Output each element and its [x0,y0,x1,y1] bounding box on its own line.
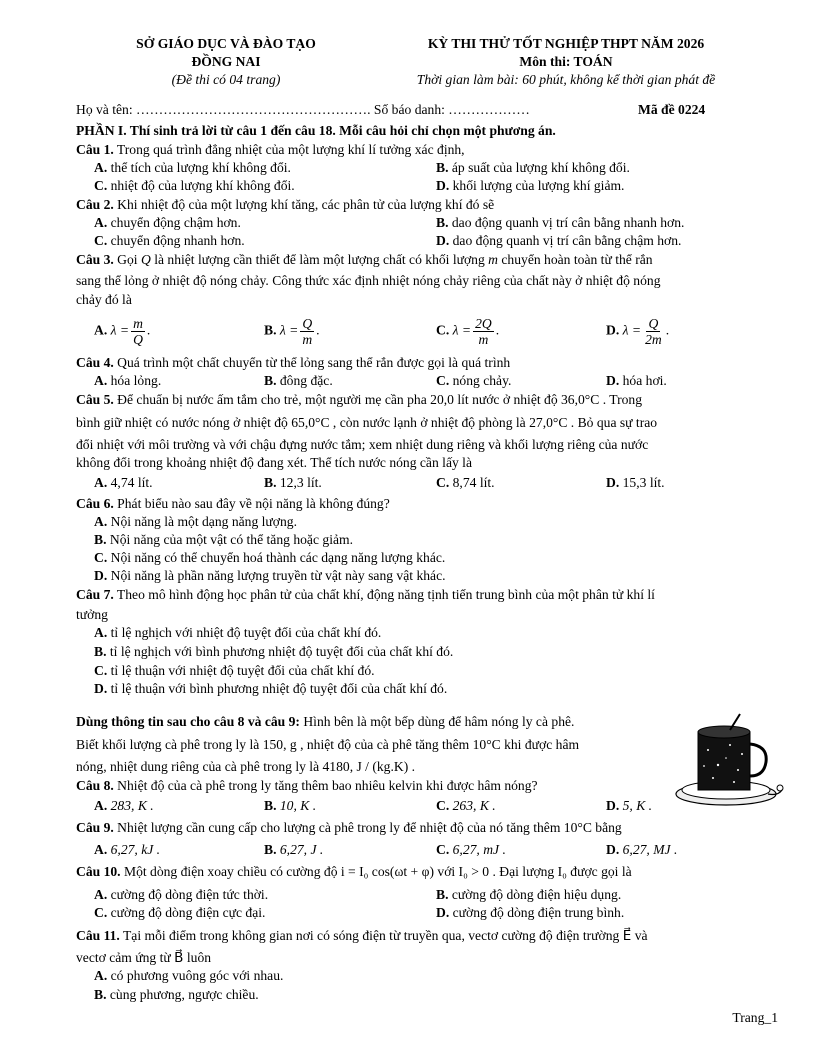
option-b[interactable]: B. Nội năng của một vật có thể tăng hoặc giảm. [94,532,353,547]
coffee-warmer-illustration [668,710,788,810]
shared-info: Dùng thông tin sau cho câu 8 và câu 9: Hình bên là một bếp dùng để hâm nóng ly cà phê. [76,714,575,729]
option-d[interactable]: D. 6,27, MJ . [606,842,678,857]
shared-info-line-3: nóng, nhiệt dung riêng của cà phê trong ly là 4180, J / (kg.K) . [76,759,416,774]
question-label: Câu 1. [76,142,114,157]
option-d[interactable]: D. Nội năng là phần năng lượng truyền từ vật này sang vật khác. [94,568,446,583]
option-d[interactable]: D. hóa hơi. [606,373,667,388]
option-d[interactable]: D. λ = $\frac{Q}{2m}$ . [606,316,670,347]
question-4: Câu 4. Quá trình một chất chuyển từ thể lỏng sang thể rắn được gọi là quá trình [76,355,511,370]
option-a[interactable]: A. hóa lỏng. [94,373,162,388]
province-name: ĐỒNG NAI [191,54,261,69]
question-3-line-2: sang thể lỏng ở nhiệt độ nóng chảy. Công thức xác định nhiệt nóng chảy riêng của chất này ở nhiệt độ nóng [76,273,661,288]
question-text: Trong quá trình đẳng nhiệt của một lượng khí lí tưởng xác định, [113,142,465,157]
exam-title: KỲ THI THỬ TỐT NGHIỆP THPT NĂM 2026 [427,36,705,51]
question-5-line-4: không đổi trong khoảng nhiệt độ đang xét. Thể tích nước nóng cần lấy là [76,455,472,470]
part-heading: PHẦN I. Thí sinh trả lời từ câu 1 đến câu 18. Mỗi câu hỏi chỉ chọn một phương án. [76,123,556,138]
time-note: Thời gian làm bài: 60 phút, không kể thời gian phát đề [416,72,716,87]
option-c[interactable]: C. cường độ dòng điện cực đại. [94,905,266,920]
question-11: Câu 11. Tại mỗi điểm trong không gian nơi có sóng điện từ truyền qua, vectơ cường độ điện trường E⃗ và [76,928,648,943]
option-c[interactable]: C. λ = $\frac{2Q}{m}$ . [436,316,500,347]
option-d[interactable]: D. 5, K . [606,798,653,813]
option-a[interactable]: A. cường độ dòng điện tức thời. [94,887,269,902]
option-b[interactable]: B. 10, K . [264,798,317,813]
page-count-note: (Đề thi có 04 trang) [171,72,281,87]
option-c[interactable]: C. 263, K . [436,798,496,813]
question-2: Câu 2. Khi nhiệt độ của một lượng khí tăng, các phân tử của lượng khí đó sẽ [76,197,495,212]
dept-name: SỞ GIÁO DỤC VÀ ĐÀO TẠO [136,36,316,51]
option-b[interactable]: B. áp suất của lượng khí không đổi. [436,160,630,175]
option-a[interactable]: A. 283, K . [94,798,154,813]
option-a[interactable]: A. 4,74 lít. [94,475,153,490]
option-b[interactable]: B. 6,27, J . [264,842,324,857]
option-c[interactable]: C. nhiệt độ của lượng khí không đổi. [94,178,295,193]
option-c[interactable]: C. 6,27, mJ . [436,842,506,857]
question-10: Câu 10. Một dòng điện xoay chiều có cường độ i = I₀ cos(ωt + φ) với I₀ > 0 . Đại lượng I₀ được gọi là [76,864,632,879]
option-b[interactable]: B. cùng phương, ngược chiều. [94,987,259,1002]
option-a[interactable]: A. Nội năng là một dạng năng lượng. [94,514,297,529]
option-b[interactable]: B. tỉ lệ nghịch với bình phương nhiệt độ tuyệt đối của chất khí đó. [94,644,454,659]
option-b[interactable]: B. cường độ dòng điện hiệu dụng. [436,887,622,902]
option-a[interactable]: A. thể tích của lượng khí không đổi. [94,160,291,175]
option-d[interactable]: D. 15,3 lít. [606,475,665,490]
option-b[interactable]: B. 12,3 lít. [264,475,322,490]
option-d[interactable]: D. dao động quanh vị trí cân bằng chậm hơn. [436,233,682,248]
option-c[interactable]: C. nóng chảy. [436,373,512,388]
option-b[interactable]: B. λ = $\frac{Q}{m}$ . [264,316,320,347]
question-5: Câu 5. Để chuẩn bị nước ấm tắm cho trẻ, một người mẹ cần pha 20,0 lít nước ở nhiệt độ 36,0°C . Trong [76,392,642,407]
question-11-line-2: vectơ cảm ứng từ B⃗ luôn [76,950,212,965]
option-a[interactable]: A. tỉ lệ nghịch với nhiệt độ tuyệt đối của chất khí đó. [94,625,382,640]
question-3: Câu 3. Gọi Q là nhiệt lượng cần thiết để làm một lượng chất có khối lượng m chuyển hoàn toàn từ thể rắn [76,252,653,267]
question-1 [76,142,465,158]
subject: Môn thi: TOÁN [519,54,613,69]
shared-info-line-2: Biết khối lượng cà phê trong ly là 150, g , nhiệt độ của cà phê tăng thêm 10°C khi được hâm [76,737,580,752]
question-6: Câu 6. Phát biểu nào sau đây về nội năng là không đúng? [76,496,390,511]
option-a[interactable]: A. λ = $\frac{m}{Q}$ . [94,316,151,347]
question-5-line-2: bình giữ nhiệt có nước nóng ở nhiệt độ 65,0°C , còn nước lạnh ở nhiệt độ phòng là 27,0°C . Bỏ qua sự trao [76,415,658,430]
option-d[interactable]: D. khối lượng của lượng khí giảm. [436,178,625,193]
option-c[interactable]: C. tỉ lệ thuận với nhiệt độ tuyệt đối của chất khí đó. [94,663,375,678]
exam-code: Mã đề 0224 [638,102,706,117]
page-footer: Trang_1 [732,1010,778,1025]
option-b[interactable]: B. dao động quanh vị trí cân bằng nhanh hơn. [436,215,685,230]
question-7-line-2: tưởng [76,607,108,622]
question-5-line-3: đổi nhiệt với môi trường và với chậu đựng nước tắm; xem nhiệt dung riêng và khối lượng riêng của nước [76,437,649,452]
option-c[interactable]: C. Nội năng có thể chuyển hoá thành các dạng năng lượng khác. [94,550,446,565]
question-7: Câu 7. Theo mô hình động học phân tử của chất khí, động năng tịnh tiến trung bình của một phân tử khí lí [76,587,655,602]
option-b[interactable]: B. đông đặc. [264,373,333,388]
option-a[interactable]: A. có phương vuông góc với nhau. [94,968,284,983]
option-c[interactable]: C. chuyển động nhanh hơn. [94,233,245,248]
question-9: Câu 9. Nhiệt lượng cần cung cấp cho lượng cà phê trong ly để nhiệt độ của nó tăng thêm 10°C bằng [76,820,622,835]
option-d[interactable]: D. cường độ dòng điện trung bình. [436,905,625,920]
option-a[interactable]: A. chuyển động chậm hơn. [94,215,241,230]
option-a[interactable]: A. 6,27, kJ . [94,842,161,857]
question-3-line-3: chảy đó là [76,292,132,307]
question-8: Câu 8. Nhiệt độ của cà phê trong ly tăng thêm bao nhiêu kelvin khi được hâm nóng? [76,778,538,793]
student-info-line: Họ và tên: ……………………………………………. Số báo danh: ……………… [76,102,530,117]
option-d[interactable]: D. tỉ lệ thuận với bình phương nhiệt độ tuyệt đối của chất khí đó. [94,681,448,696]
option-c[interactable]: C. 8,74 lít. [436,475,495,490]
